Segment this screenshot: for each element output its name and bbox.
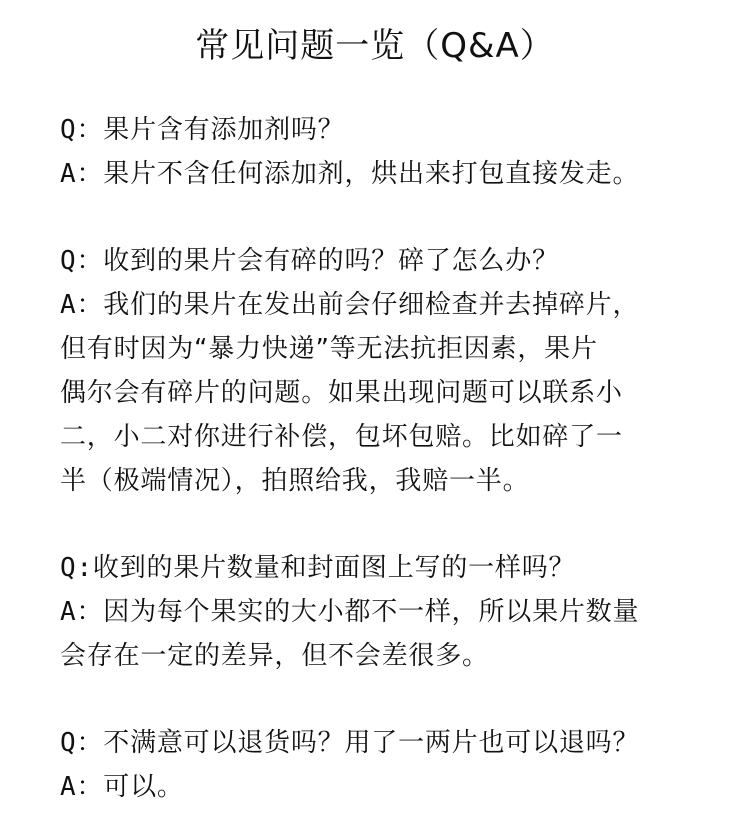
question-prefix: Q： xyxy=(60,246,104,276)
faq-list xyxy=(60,108,700,809)
question xyxy=(60,721,700,765)
page-title: 常见问题一览（Q&A） xyxy=(195,26,555,66)
answer-line: 但有时因为“暴力快递”等无法抗拒因素，果片 xyxy=(60,334,598,364)
spacer xyxy=(60,503,700,546)
spacer xyxy=(60,196,700,239)
answer-line: 偶尔会有碎片的问题。如果出现问题可以联系小 xyxy=(60,378,623,408)
answer-line xyxy=(60,283,700,327)
answer-line xyxy=(60,152,700,196)
answer-prefix: A： xyxy=(60,159,104,189)
answer-text: 因为每个果实的大小都不一样，所以果片数量 xyxy=(103,597,640,627)
question xyxy=(60,108,700,152)
faq-item-additives xyxy=(60,108,700,196)
faq-item-slice-count xyxy=(60,546,700,678)
question-prefix: Q: xyxy=(60,553,93,583)
question xyxy=(60,239,700,283)
question-text: 果片含有添加剂吗？ xyxy=(103,115,345,145)
question-text: 收到的果片会有碎的吗？碎了怎么办？ xyxy=(103,246,559,276)
spacer xyxy=(60,678,700,721)
answer-prefix: A： xyxy=(60,290,104,320)
faq-item-returns xyxy=(60,721,700,809)
answer-text: 果片不含任何添加剂，烘出来打包直接发走。 xyxy=(103,159,640,189)
question-text: 收到的果片数量和封面图上写的一样吗？ xyxy=(92,553,576,583)
question-prefix: Q： xyxy=(60,728,104,758)
answer-prefix: A： xyxy=(60,772,104,802)
question-text: 不满意可以退货吗？用了一两片也可以退吗？ xyxy=(103,728,640,758)
answer-line: 半（极端情况），拍照给我，我赔一半。 xyxy=(60,466,530,496)
question-prefix: Q： xyxy=(60,115,104,145)
question xyxy=(60,546,700,590)
answer-line: 二，小二对你进行补偿，包坏包赔。比如碎了一 xyxy=(60,422,623,452)
answer-line xyxy=(60,765,700,809)
answer-line: 会存在一定的差异，但不会差很多。 xyxy=(60,641,489,671)
answer-prefix: A： xyxy=(60,597,104,627)
answer-text: 我们的果片在发出前会仔细检查并去掉碎片， xyxy=(103,290,640,320)
answer-line xyxy=(60,590,700,634)
faq-item-broken-pieces xyxy=(60,239,700,503)
answer-text: 可以。 xyxy=(103,772,184,802)
